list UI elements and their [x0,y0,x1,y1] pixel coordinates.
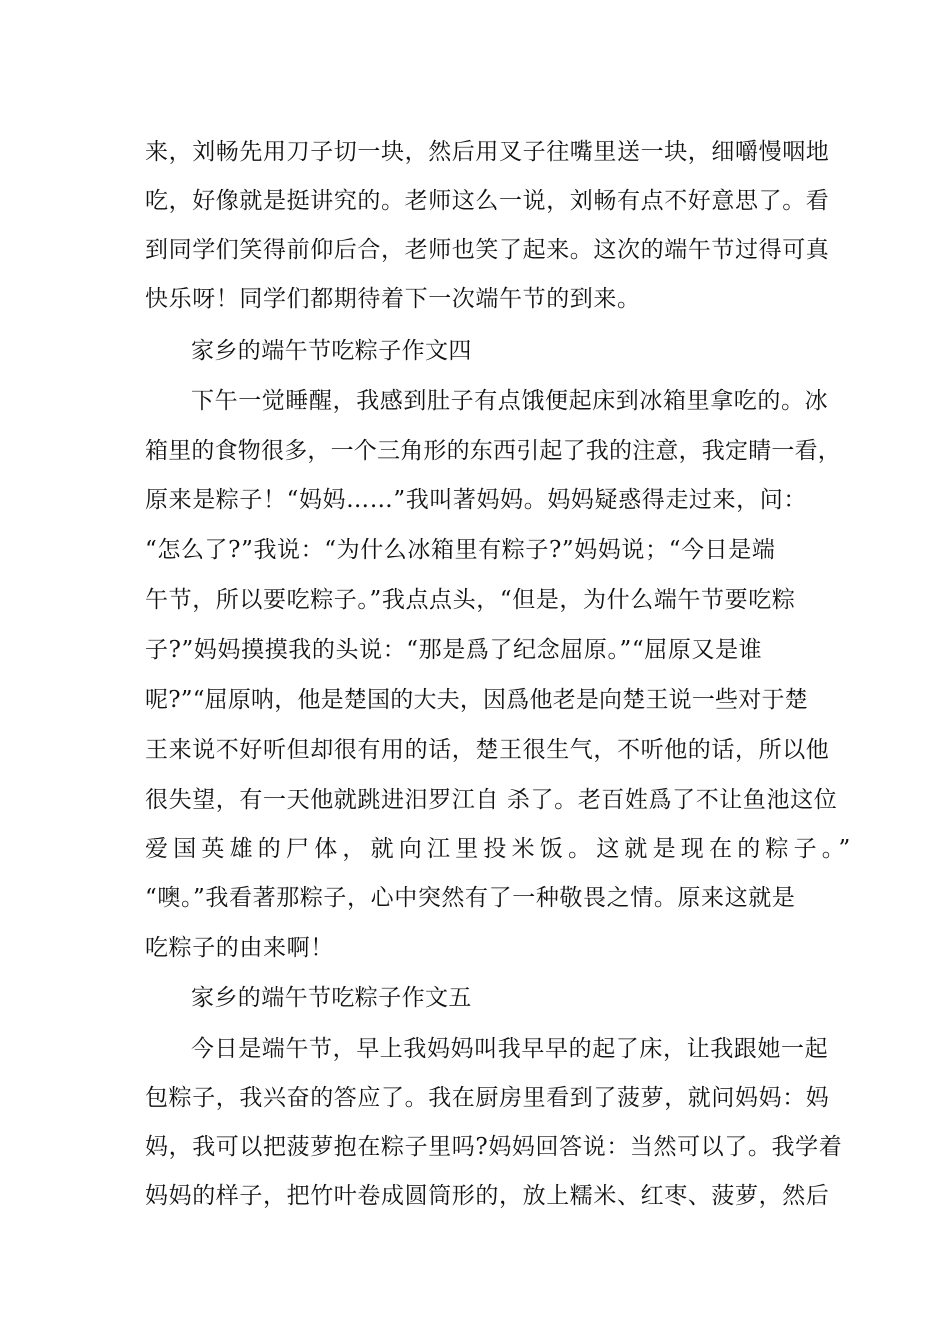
text-line: 包粽子，我兴奋的答应了。我在厨房里看到了菠萝，就问妈妈：妈 [145,1085,830,1111]
text-line: 今日是端午节，早上我妈妈叫我早早的起了床，让我跟她一起 [191,1036,829,1062]
text-line: 子?”妈妈摸摸我的头说：“那是爲了纪念屈原。”“屈原又是谁 [145,637,763,663]
text-line: 妈，我可以把菠萝抱在粽子里吗?妈妈回答说：当然可以了。我学着 [145,1134,843,1160]
text-line: 呢?”“屈原呐，他是楚国的大夫，因爲他老是向楚王说一些对于楚 [145,687,808,713]
text-line: 很失望，有一天他就跳进汨罗江自 杀了。老百姓爲了不让鱼池这位 [145,787,838,813]
section-heading: 家乡的端午节吃粽子作文四 [191,338,472,364]
text-line: 快乐呀！同学们都期待着下一次端午节的到来。 [145,286,641,312]
section-heading: 家乡的端午节吃粽子作文五 [191,985,472,1011]
text-line: 原来是粽子！“妈妈……”我叫著妈妈。妈妈疑惑得走过来，问： [145,487,807,513]
text-line: 吃，好像就是挺讲究的。老师这么一说，刘畅有点不好意思了。看 [145,188,830,214]
text-line: “噢。”我看著那粽子，心中突然有了一种敬畏之情。原来这就是 [145,885,796,911]
text-line: 王来说不好听但却很有用的话，楚王很生气，不听他的话，所以他 [145,737,830,763]
text-line: 来，刘畅先用刀子切一块，然后用叉子往嘴里送一块，细嚼慢咽地 [145,139,830,165]
text-line: 到同学们笑得前仰后合，老师也笑了起来。这次的端午节过得可真 [145,237,830,263]
text-line: 箱里的食物很多，一个三角形的东西引起了我的注意，我定睛一看， [145,438,841,464]
text-line: 妈妈的样子，把竹叶卷成圆筒形的，放上糯米、红枣、菠萝，然后 [145,1183,830,1209]
text-line: “怎么了?”我说：“为什么冰箱里有粽子?”妈妈说；“今日是端 [145,537,776,563]
text-line: 下午一觉睡醒，我感到肚子有点饿便起床到冰箱里拿吃的。冰 [191,388,829,414]
text-line: 吃粽子的由来啊！ [145,935,334,961]
text-line: 午节，所以要吃粽子。”我点点头，“但是，为什么端午节要吃粽 [145,587,796,613]
text-line: 爱国英雄的尸体，就向江里投米饭。这就是现在的粽子。” [145,836,856,862]
